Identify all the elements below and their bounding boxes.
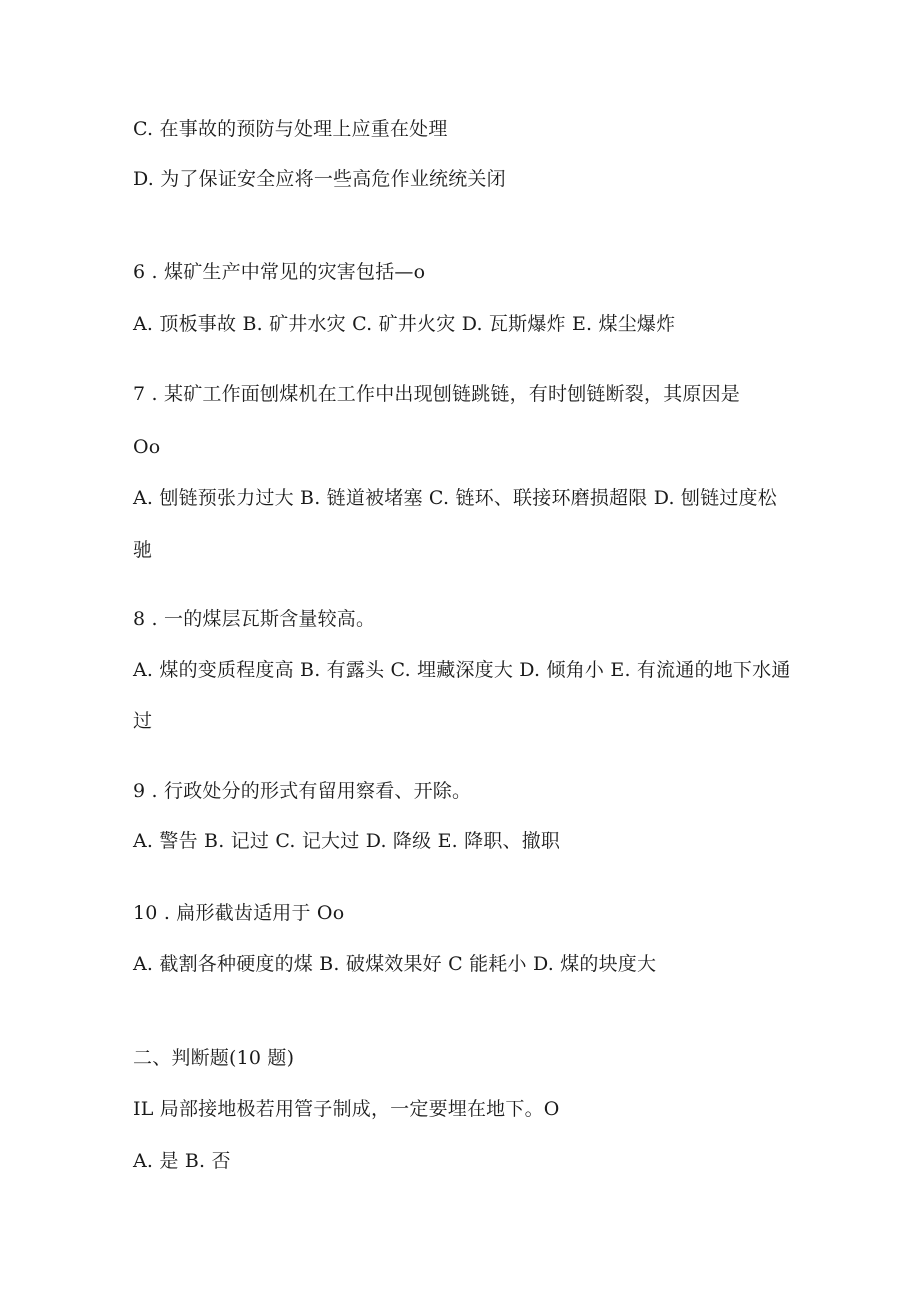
options-q9: A. 警告 B. 记过 C. 记大过 D. 降级 E. 降职、撤职 (133, 830, 561, 852)
options-q6: A. 顶板事故 B. 矿井水灾 C. 矿井火灾 D. 瓦斯爆炸 E. 煤尘爆炸 (133, 313, 676, 335)
option-c-q5: C. 在事故的预防与处理上应重在处理 (133, 118, 448, 140)
question-9: 9 . 行政处分的形式有留用察看、开除。 (133, 780, 472, 802)
section-heading-true-false: 二、判断题(10 题) (133, 1047, 295, 1069)
options-q7-continued: 驰 (133, 539, 153, 561)
option-d-q5: D. 为了保证安全应将一些高危作业统统关闭 (133, 168, 506, 190)
question-7-continued: Oo (133, 436, 161, 458)
question-7: 7 . 某矿工作面刨煤机在工作中出现刨链跳链，有时刨链断裂，其原因是 (133, 383, 741, 405)
question-11: IL 局部接地极若用管子制成，一定要埋在地下。O (133, 1098, 560, 1120)
question-8: 8 . 一的煤层瓦斯含量较高。 (133, 608, 376, 630)
options-q10: A. 截割各种硬度的煤 B. 破煤效果好 C 能耗小 D. 煤的块度大 (133, 953, 657, 975)
options-q8: A. 煤的变质程度高 B. 有露头 C. 埋藏深度大 D. 倾角小 E. 有流通的地下水通 (133, 659, 791, 681)
question-10: 10 . 扁形截齿适用于 Oo (133, 902, 345, 924)
options-q7: A. 刨链预张力过大 B. 链道被堵塞 C. 链环、联接环磨损超限 D. 刨链过度松 (133, 487, 777, 509)
question-6: 6 . 煤矿生产中常见的灾害包括—o (133, 261, 426, 283)
options-q8-continued: 过 (133, 710, 153, 732)
options-q11: A. 是 B. 否 (133, 1150, 231, 1172)
